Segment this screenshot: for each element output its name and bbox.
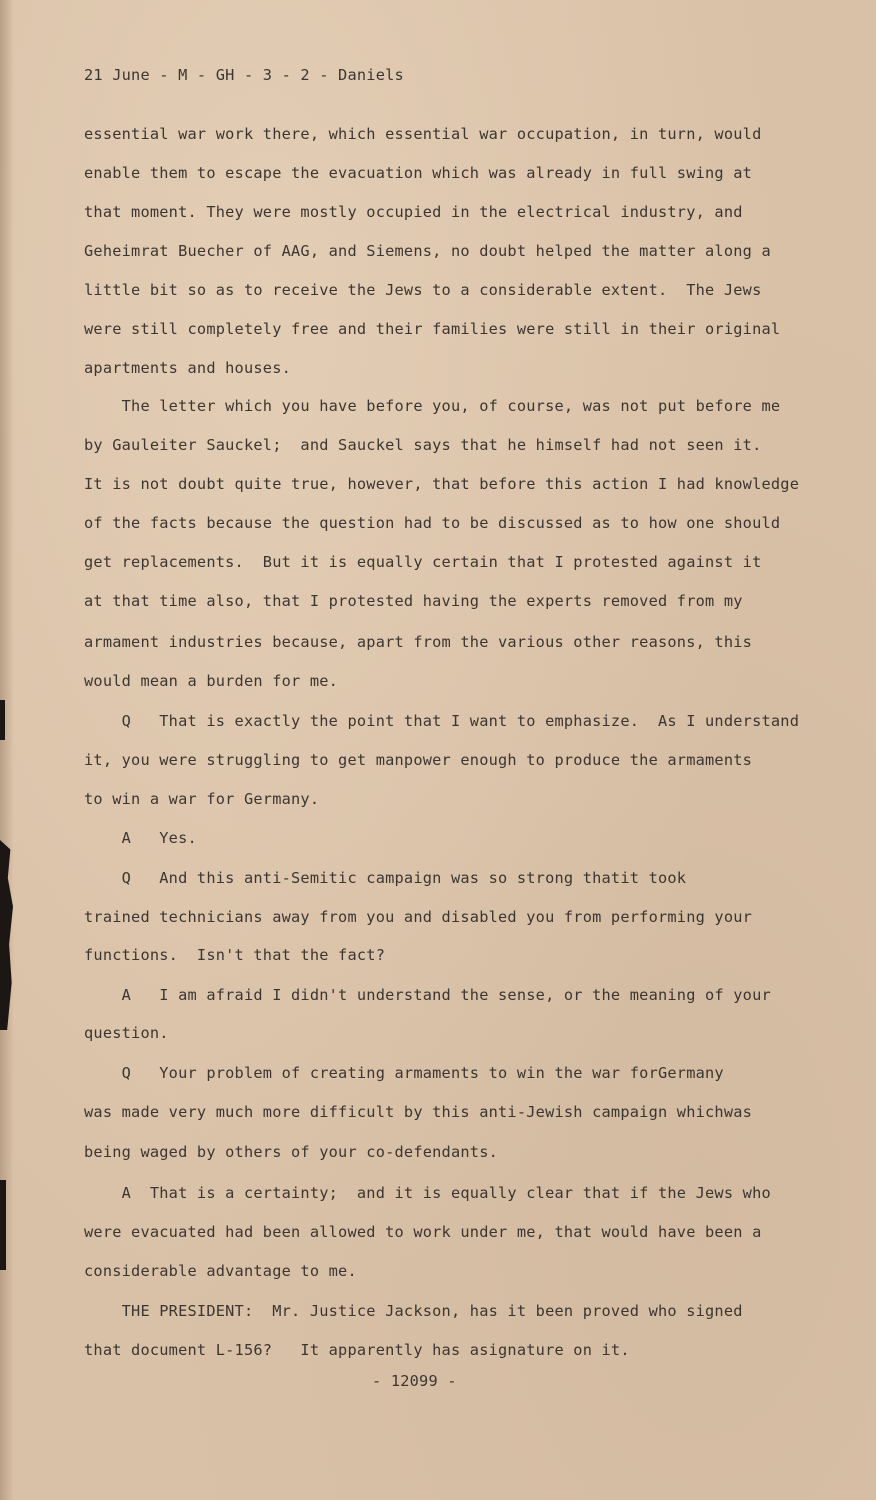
text-line: Q That is exactly the point that I want to emphasize. As I understand <box>84 712 800 730</box>
text-line: enable them to escape the evacuation which was already in full swing at <box>84 164 753 182</box>
text-line: apartments and houses. <box>84 359 292 377</box>
text-line: was made very much more difficult by this anti-Jewish campaign whichwas <box>84 1103 753 1121</box>
text-line: being waged by others of your co-defendants. <box>84 1143 499 1161</box>
page-number: - 12099 - <box>372 1372 457 1390</box>
text-line: at that time also, that I protested having the experts removed from my <box>84 592 743 610</box>
text-line: by Gauleiter Sauckel; and Sauckel says that he himself had not seen it. <box>84 436 762 454</box>
text-line: THE PRESIDENT: Mr. Justice Jackson, has it been proved who signed <box>84 1302 743 1320</box>
text-line: A Yes. <box>84 829 197 847</box>
text-line: A I am afraid I didn't understand the sense, or the meaning of your <box>84 986 771 1004</box>
text-line: Geheimrat Buecher of AAG, and Siemens, no doubt helped the matter along a <box>84 242 771 260</box>
text-line: It is not doubt quite true, however, that before this action I had knowledge <box>84 475 800 493</box>
text-line: Q Your problem of creating armaments to win the war forGermany <box>84 1064 724 1082</box>
text-line: considerable advantage to me. <box>84 1262 357 1280</box>
page-left-edge <box>0 0 14 1500</box>
page-tear-mark <box>0 1180 6 1270</box>
text-line: that moment. They were mostly occupied in the electrical industry, and <box>84 203 743 221</box>
text-line: little bit so as to receive the Jews to a considerable extent. The Jews <box>84 281 762 299</box>
text-line: trained technicians away from you and disabled you from performing your <box>84 908 753 926</box>
text-line: essential war work there, which essential war occupation, in turn, would <box>84 125 762 143</box>
text-line: were evacuated had been allowed to work under me, that would have been a <box>84 1223 762 1241</box>
text-line: question. <box>84 1024 169 1042</box>
text-line: get replacements. But it is equally certain that I protested against it <box>84 553 762 571</box>
text-line: armament industries because, apart from the various other reasons, this <box>84 633 753 651</box>
text-line: to win a war for Germany. <box>84 790 320 808</box>
text-line: The letter which you have before you, of course, was not put before me <box>84 397 781 415</box>
text-line: would mean a burden for me. <box>84 672 339 690</box>
text-line: Q And this anti-Semitic campaign was so strong thatit took <box>84 869 687 887</box>
page-tear-mark <box>0 700 5 740</box>
text-line: it, you were struggling to get manpower enough to produce the armaments <box>84 751 753 769</box>
page-header: 21 June - M - GH - 3 - 2 - Daniels <box>84 66 404 84</box>
text-line: of the facts because the question had to be discussed as to how one should <box>84 514 781 532</box>
text-line: A That is a certainty; and it is equally clear that if the Jews who <box>84 1184 771 1202</box>
text-line: functions. Isn't that the fact? <box>84 946 386 964</box>
text-line: were still completely free and their families were still in their original <box>84 320 781 338</box>
text-line: that document L-156? It apparently has asignature on it. <box>84 1341 630 1359</box>
